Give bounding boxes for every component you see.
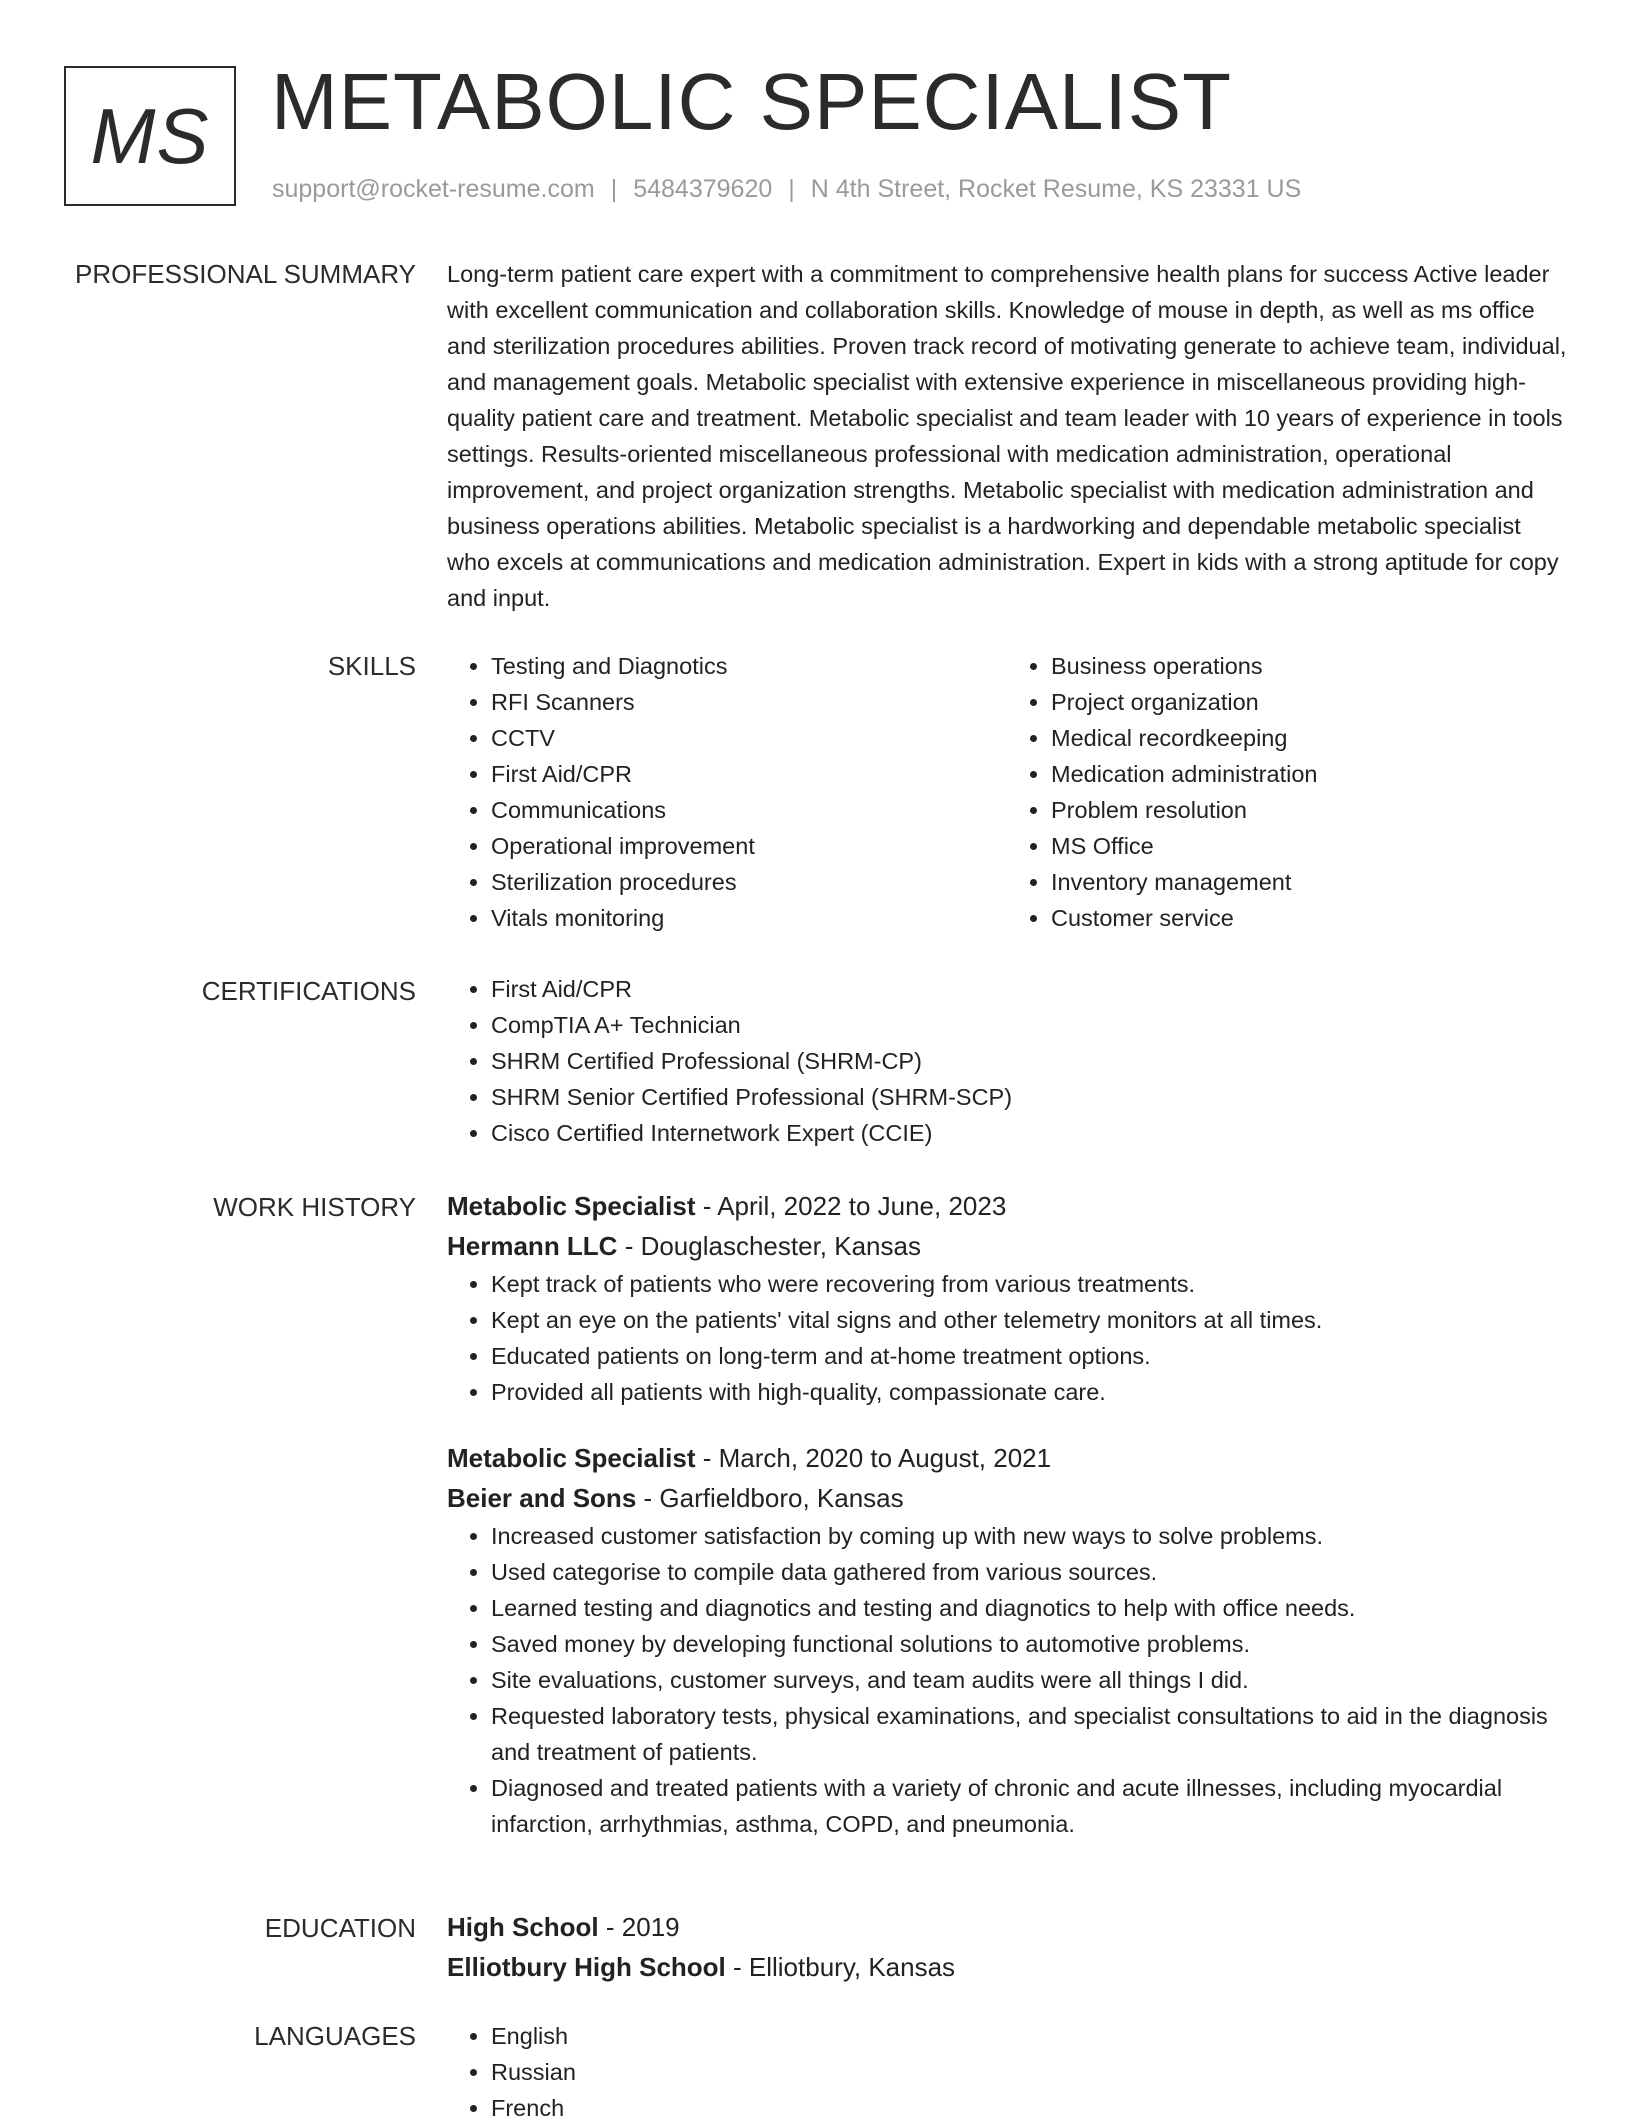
- skill-item: • Medical recordkeeping: [1051, 720, 1567, 756]
- job-company: Beier and Sons: [447, 1483, 637, 1513]
- language-item: • French: [491, 2090, 1567, 2126]
- skill-item: • Testing and Diagnotics: [491, 648, 1007, 684]
- job-duty-item: • Diagnosed and treated patients with a variety of chronic and acute illnesses, including myocardial infarction, arrhythmias, asthma, COPD, and pneumonia.: [491, 1770, 1567, 1842]
- skill-item: • Project organization: [1051, 684, 1567, 720]
- contact-separator: |: [610, 175, 618, 203]
- job-title: Metabolic Specialist: [447, 1191, 696, 1221]
- language-item: • English: [491, 2018, 1567, 2054]
- certification-item: • Cisco Certified Internetwork Expert (CCIE): [491, 1115, 1567, 1151]
- job-duty-item: • Used categorise to compile data gathered from various sources.: [491, 1554, 1567, 1590]
- job-location: - Garfieldboro, Kansas: [636, 1483, 904, 1513]
- job-company-line: [447, 1226, 1567, 1266]
- skill-item: • Communications: [491, 792, 1007, 828]
- contact-line: [272, 175, 1301, 204]
- skill-item: • Operational improvement: [491, 828, 1007, 864]
- job-duty-item: • Requested laboratory tests, physical examinations, and specialist consultations to aid in the diagnosis and treatment of patients.: [491, 1698, 1567, 1770]
- job-dates: - April, 2022 to June, 2023: [695, 1191, 1007, 1221]
- job-title-line: [447, 1186, 1567, 1226]
- education-heading: EDUCATION: [264, 1913, 416, 1943]
- monogram-box: [64, 66, 236, 206]
- skill-item: • Vitals monitoring: [491, 900, 1007, 936]
- job-company: Hermann LLC: [447, 1231, 618, 1261]
- languages-heading: LANGUAGES: [254, 2021, 416, 2051]
- job-dates: - March, 2020 to August, 2021: [695, 1443, 1052, 1473]
- job-duty-item: • Increased customer satisfaction by coming up with new ways to solve problems.: [491, 1518, 1567, 1554]
- education-school-line: [447, 1947, 1567, 1987]
- education-year: - 2019: [598, 1912, 680, 1942]
- education-location: - Elliotbury, Kansas: [725, 1952, 956, 1982]
- skill-item: • CCTV: [491, 720, 1007, 756]
- skills-list-right: [1007, 648, 1567, 936]
- contact-email[interactable]: support@rocket-resume.com: [272, 175, 595, 203]
- certification-item: • CompTIA A+ Technician: [491, 1007, 1567, 1043]
- languages-list: [447, 2018, 1567, 2126]
- skill-item: • Medication administration: [1051, 756, 1567, 792]
- contact-separator: |: [788, 175, 795, 203]
- skill-item: • RFI Scanners: [491, 684, 1007, 720]
- education-degree: High School: [447, 1912, 599, 1942]
- jobs-container: [447, 1186, 1567, 1842]
- certifications-heading: CERTIFICATIONS: [201, 976, 416, 1006]
- job-duties-list: [447, 1518, 1567, 1842]
- skill-item: • Sterilization procedures: [491, 864, 1007, 900]
- resume-name: METABOLIC SPECIALIST: [271, 57, 1232, 146]
- certification-item: • SHRM Certified Professional (SHRM-CP): [491, 1043, 1567, 1079]
- contact-phone[interactable]: 5484379620: [633, 175, 773, 203]
- certification-item: • SHRM Senior Certified Professional (SHRM-SCP): [491, 1079, 1567, 1115]
- skills-list-left: [447, 648, 1007, 936]
- skills-heading: SKILLS: [327, 651, 416, 681]
- education-school: Elliotbury High School: [447, 1952, 726, 1982]
- summary-text: Long-term patient care expert with a commitment to comprehensive health plans for success Active leader with excellent communication and collaboration skills. Knowledge of mouse in depth, as well as ms office and sterilization procedures abilities. Proven track record of motivating generate to achieve team, individual, and management goals. Metabolic specialist with extensive experience in miscellaneous providing high-quality patient care and treatment. Metabolic specialist and team leader with 10 years of experience in tools settings. Results-oriented miscellaneous professional with medication administration, operational improvement, and project organization strengths. Metabolic specialist with medication administration and business operations abilities. Metabolic specialist is a hardworking and dependable metabolic specialist who excels at communications and medication administration. Expert in kids with a strong aptitude for copy and input.: [447, 261, 1567, 611]
- certification-item: • First Aid/CPR: [491, 971, 1567, 1007]
- job-entry: [447, 1186, 1567, 1410]
- skill-item: • Inventory management: [1051, 864, 1567, 900]
- skill-item: • First Aid/CPR: [491, 756, 1007, 792]
- skill-item: • Customer service: [1051, 900, 1567, 936]
- job-duty-item: • Kept an eye on the patients' vital signs and other telemetry monitors at all times.: [491, 1302, 1567, 1338]
- monogram-initials: MS: [90, 91, 210, 180]
- language-item: • Russian: [491, 2054, 1567, 2090]
- job-title: Metabolic Specialist: [447, 1443, 696, 1473]
- job-entry: [447, 1438, 1567, 1842]
- job-title-line: [447, 1438, 1567, 1478]
- certifications-list: [447, 971, 1567, 1151]
- job-duty-item: • Educated patients on long-term and at-home treatment options.: [491, 1338, 1567, 1374]
- work-history-heading: WORK HISTORY: [213, 1192, 416, 1222]
- job-duty-item: • Saved money by developing functional solutions to automotive problems.: [491, 1626, 1567, 1662]
- job-duty-item: • Site evaluations, customer surveys, and team audits were all things I did.: [491, 1662, 1567, 1698]
- summary-heading: PROFESSIONAL SUMMARY: [75, 259, 416, 289]
- contact-address: N 4th Street, Rocket Resume, KS 23331 US: [810, 175, 1302, 203]
- skill-item: • Problem resolution: [1051, 792, 1567, 828]
- job-duties-list: [447, 1266, 1567, 1410]
- skill-item: • Business operations: [1051, 648, 1567, 684]
- job-location: - Douglaschester, Kansas: [617, 1231, 921, 1261]
- skill-item: • MS Office: [1051, 828, 1567, 864]
- education-degree-line: [447, 1907, 1567, 1947]
- job-duty-item: • Provided all patients with high-quality, compassionate care.: [491, 1374, 1567, 1410]
- job-company-line: [447, 1478, 1567, 1518]
- job-duty-item: • Kept track of patients who were recovering from various treatments.: [491, 1266, 1567, 1302]
- job-duty-item: • Learned testing and diagnotics and testing and diagnotics to help with office needs.: [491, 1590, 1567, 1626]
